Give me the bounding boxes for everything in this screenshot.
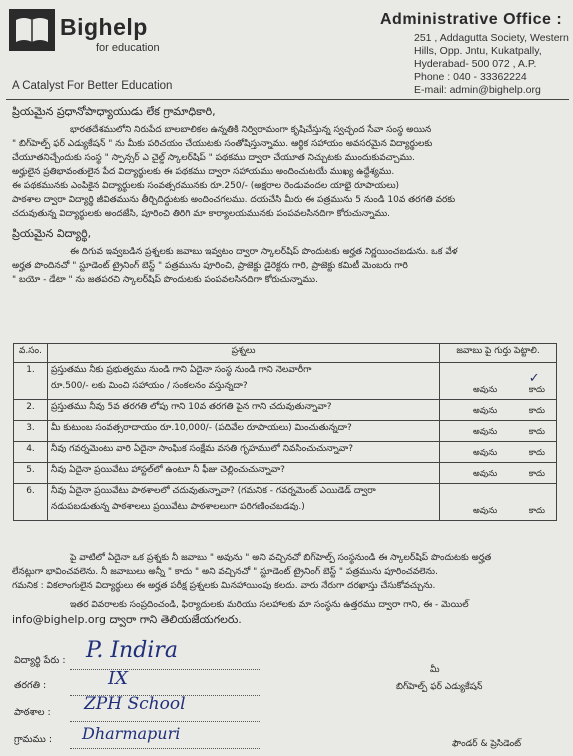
no-option[interactable]: ✓ కాదు: [528, 371, 545, 395]
no-option[interactable]: కాదు: [528, 406, 545, 416]
para2-line: అర్హత పొందినచో " స్టూడెంట్ ట్రైనింగ్ బెస్ట్ " పత్రమును పూరించి, ప్రాజెక్టు డైరెక్టరు గారి, ప్రాజెక్టు కమిటీ మెంబరు గారి: [12, 261, 408, 271]
para1-line: చేయూతనిచ్చేందుకు సంస్థ " స్పాన్సర్ ఎ చైల్డ్ స్కాలర్‌షిప్ " పథకము ద్వారా చేయూత నిచ్చుటకు ముందుకువచ్చాము.: [12, 153, 415, 163]
no-option[interactable]: కాదు: [528, 448, 545, 458]
para2-line: ఈ దిగువ ఇవ్వబడిన ప్రశ్నలకు జవాబు ఇవ్వటం ద్వారా స్కాలర్‌షిప్ పొందుటకు అర్హత నిర్ణయించబడును. ఒక వేళ: [70, 247, 458, 257]
question-number: 1.: [14, 363, 48, 400]
no-option[interactable]: కాదు: [528, 506, 545, 516]
village-label: గ్రామము :: [14, 734, 53, 745]
table-row: [14, 463, 557, 484]
address-line: 251 , Addagutta Society, Western: [414, 32, 569, 44]
yes-option[interactable]: అవును: [473, 385, 498, 395]
table-row: [14, 484, 557, 521]
para1-line: పాఠశాల ద్వారా విద్యార్థి జీవితమును తీర్చిదిద్దుటకు అందించగలము. దయచేసి మీరు ఈ పత్రమును 5 నుండి 10వ తరగతి వరకు: [12, 195, 456, 205]
question-number: 2.: [14, 400, 48, 421]
dotted-line: [70, 747, 260, 749]
phone-line: Phone : 040 - 33362224: [414, 71, 527, 83]
salutation-student: ప్రియమైన విద్యార్థి,: [12, 227, 92, 240]
table-row: [14, 421, 557, 442]
question-text: మీ కుటుంబ సంవత్సరాదాయం రూ.10,000/- (పదివేల రూపాయలు) మించుతున్నదా?: [48, 421, 440, 442]
yes-option[interactable]: అవును: [473, 448, 498, 458]
village-field[interactable]: Dharmapuri: [82, 724, 181, 743]
yes-option[interactable]: అవును: [473, 427, 498, 437]
question-number: 5.: [14, 463, 48, 484]
brand-name: Bighelp: [60, 14, 148, 40]
student-name-field[interactable]: P. Indira: [86, 638, 178, 663]
para2-line: " బయో - డేటా " ను జతపరచి స్కాలర్‌షిప్ పొందుటకు పంపవలసినదిగా కోరుచున్నాము.: [12, 275, 318, 285]
question-text: [48, 363, 440, 400]
answer-cell[interactable]: [440, 484, 557, 521]
address-line: Hyderabad- 500 072 , A.P.: [414, 58, 537, 70]
salutation: ప్రియమైన ప్రధానోపాధ్యాయుడు లేక గ్రామాధికారి,: [12, 105, 216, 118]
checkmark-icon: ✓: [528, 371, 540, 386]
header-divider: [6, 99, 569, 100]
para1-line: చదువుతున్న విద్యార్థులకు అందజేసి, పూరించి తిరిగి మా కార్యాలయమునకు పంపవలసినదిగా కోరుచున్నాము.: [12, 209, 390, 219]
table-row: [14, 363, 557, 400]
brand-subtitle: for education: [96, 42, 160, 54]
table-row: [14, 442, 557, 463]
note-line: లేనట్లుగా భావించవలెను. నీ జవాబులు అన్నీ " కాదు " అని వచ్చినచో " స్టూడెంట్ ట్రైనింగ్ బెస్ట్ " పత్రమును పూరించవలెను.: [12, 567, 438, 577]
question-text: నీవు ఏదైనా ప్రయివేటు హాస్టల్‌లో ఉంటూ నీ ఫీజు చెల్లించుచున్నావా?: [48, 463, 440, 484]
table-header-questions: ప్రశ్నలు: [48, 344, 440, 363]
question-line: రూ.500/- లకు మించి సహాయం / సంకలనం వస్తున్నదా?: [51, 381, 248, 391]
para1-line: " బిగ్‌హెల్ప్ ఫర్ ఎడ్యుకేషన్ " ను మీకు పరిచయం చేయుటకు సంతోషిస్తున్నాము. ఆర్థిక సహాయం అవసరమైన విద్యార్థులకు: [12, 139, 433, 149]
school-field[interactable]: ZPH School: [84, 694, 186, 714]
yes-option[interactable]: అవును: [473, 469, 498, 479]
answer-cell[interactable]: [440, 463, 557, 484]
question-line: నడుపబడుతున్న పాఠశాలలు ప్రయివేటు పాఠశాలలుగా పరిగణించబడవు.): [51, 502, 305, 512]
table-row: [14, 400, 557, 421]
yes-option[interactable]: అవును: [473, 406, 498, 416]
closing-line: info@bighelp.org ద్వారా గాని తెలియజేయగలరు.: [12, 613, 242, 626]
no-option[interactable]: కాదు: [528, 469, 545, 479]
question-number: 3.: [14, 421, 48, 442]
table-header-number: వ.సం.: [14, 344, 48, 363]
signature-title: ఫౌండర్ & ప్రెసిడెంట్: [452, 739, 522, 749]
answer-cell[interactable]: [440, 421, 557, 442]
no-option[interactable]: కాదు: [528, 427, 545, 437]
office-title: Administrative Office :: [380, 11, 563, 28]
question-number: 4.: [14, 442, 48, 463]
signature-org: బిగ్‌హెల్ప్ ఫర్ ఎడ్యుకేషన్: [396, 682, 483, 692]
address-line: Hills, Opp. Jntu, Kukatpally,: [414, 45, 542, 57]
question-line: ప్రస్తుతము నీకు ప్రభుత్వము నుండి గాని ఏదైనా సంస్థ నుండి గాని నెలవారీగా: [51, 365, 312, 375]
school-label: పాఠశాల :: [14, 707, 51, 718]
email-line: E-mail: admin@bighelp.org: [414, 84, 541, 96]
note-line: గమనిక : వికలాంగులైన విద్యార్థులు ఈ అర్హత పరీక్ష ప్రశ్నలకు మినహాయింపు కలదు. వారు నేరుగా దరఖాస్తు చేసుకోవచ్చును.: [12, 581, 436, 591]
class-label: తరగతి :: [14, 680, 47, 691]
class-field[interactable]: IX: [108, 668, 128, 689]
question-text: నీవు గవర్నమెంటు వారి ఏదైనా సాంఘిక సంక్షేమ వసతి గృహములో నివసించుచున్నావా?: [48, 442, 440, 463]
para1-line: అర్హులైన ప్రతిభావంతులైన పేద విద్యార్థులకు ఈ పథకము ద్వారా సహాయము అందించుటయే ముఖ్య ఉద్దేశ్యము.: [12, 167, 395, 177]
yes-option[interactable]: అవును: [473, 506, 498, 516]
eligibility-table: [13, 343, 557, 521]
note-line: పై వాటిలో ఏదైనా ఒక ప్రశ్నకు నీ జవాబు " అవును " అని వచ్చినచో బిగ్‌హెల్ప్ సంస్థనుండి ఈ స్కాలర్‌షిప్ పొందుటకు అర్హత: [70, 553, 492, 563]
question-text: ప్రస్తుతము నీవు 5వ తరగతి లోపు గాని 10వ తరగతి పైన గాని చదువుతున్నావా?: [48, 400, 440, 421]
book-logo-icon: [8, 8, 56, 52]
answer-cell[interactable]: [440, 400, 557, 421]
signature-line: మీ: [430, 665, 440, 675]
tagline: A Catalyst For Better Education: [12, 80, 173, 92]
table-header-answer: జవాబు పై గుర్తు పెట్టాలి.: [440, 344, 557, 363]
question-text: [48, 484, 440, 521]
dotted-line: [70, 720, 260, 722]
dotted-line: [70, 668, 260, 670]
answer-cell[interactable]: [440, 442, 557, 463]
para1-line: భారతదేశములోని నిరుపేద బాలబాలికల ఉన్నతికి నిర్విరామంగా కృషిచేస్తున్న స్వచ్ఛంద సేవా సంస్థ అయిన: [70, 125, 432, 135]
student-name-label: విద్యార్థి పేరు :: [14, 655, 66, 666]
answer-cell[interactable]: [440, 363, 557, 400]
question-line: నీవు ఏదైనా ప్రయివేటు పాఠశాలలో చదువుతున్నావా? (గమనిక - గవర్నమెంట్ ఎయిడెడ్ ద్వారా: [51, 486, 376, 496]
question-number: 6.: [14, 484, 48, 521]
para1-line: ఈ పథకమునకు ఎంపికైన విద్యార్థులకు సంవత్సరమునకు రూ.250/- (అక్షరాల రెండువందల యాభై రూపాయలు): [12, 181, 400, 191]
closing-line: ఇతర వివరాలకు సంప్రదించండి, ఫిర్యాదులకు మరియు సలహాలకు మా సంస్థను ఉత్తరము ద్వారా గాని, ఈ - మెయిల్: [70, 600, 469, 610]
